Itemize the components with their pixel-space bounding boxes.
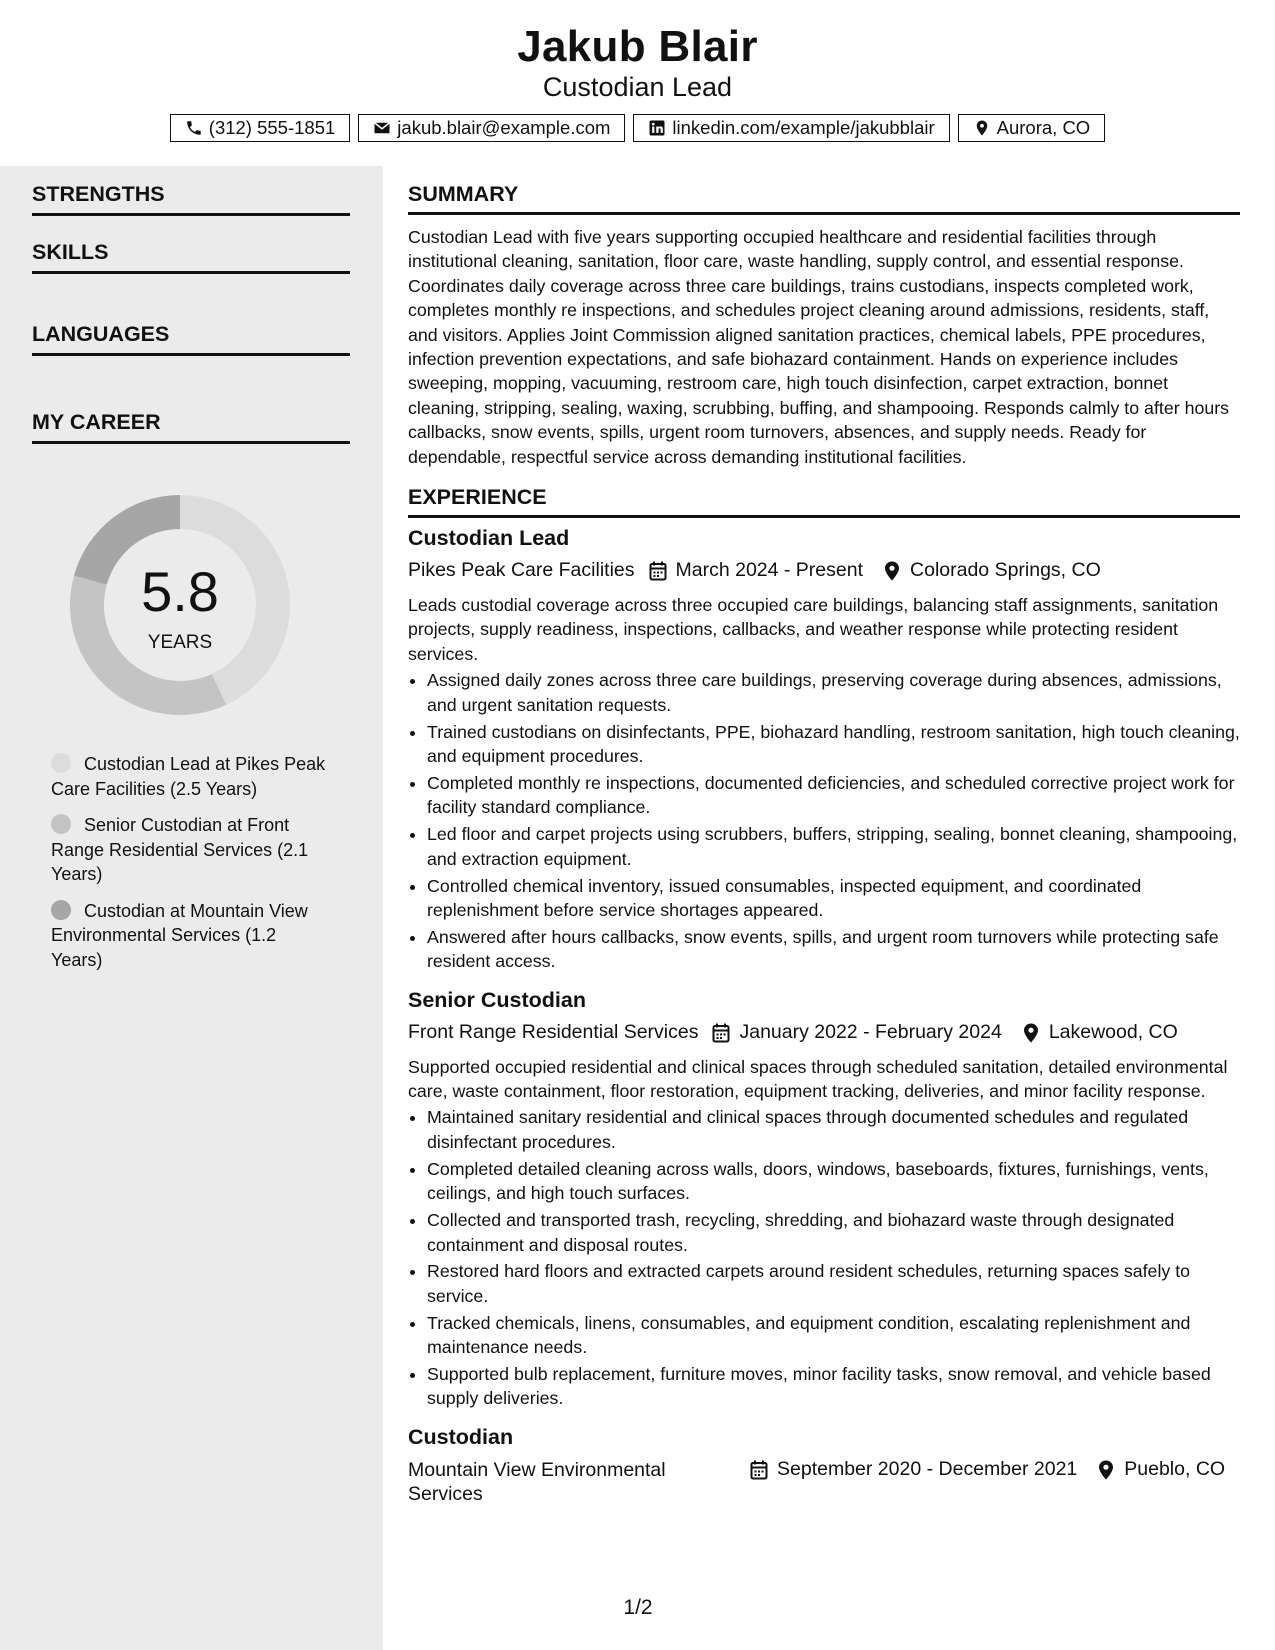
summary-text: Custodian Lead with five years supporting occupied healthcare and residential facilities through institutional cleaning, sanitation, floor care, waste handling, supply control, and essential response. Coordinates daily coverage across three care buildings, trains custodians, inspects completed work, completes monthly re inspections, and schedules project cleaning around admissions, residents, staff, and visitors. Applies Joint Commission aligned sanitation practices, chemical labels, PPE procedures, infection prevention expectations, and safe biohazard containment. Hands on experience includes sweeping, mopping, vacuuming, restroom care, high touch disinfection, carpet extraction, bonnet cleaning, stripping, sealing, waxing, scrubbing, buffing, and shampooing. Responds calmly to after hours callbacks, snow events, spills, urgent room turnovers, absences, and supply needs. Ready for dependable, respectful service across demanding institutional facilities. bbox=[408, 227, 1230, 467]
skills-heading: SKILLS bbox=[32, 240, 350, 274]
job-title: Custodian Lead bbox=[408, 526, 570, 551]
linkedin-text: linkedin.com/example/jakubblair bbox=[672, 117, 935, 138]
contact-location bbox=[958, 114, 1106, 142]
job-description: Leads custodial coverage across three occupied care buildings, balancing staff assignments, sanitation projects, supply readiness, inspections, callbacks, and weather response while protecting resident services. bbox=[408, 595, 1219, 664]
job-bullet: • Collected and transported trash, recycling, shredding, and biohazard waste through designated containment and disposal routes. bbox=[427, 1208, 1240, 1257]
job-location: Colorado Springs, CO bbox=[910, 559, 1101, 582]
job-bullet: • Controlled chemical inventory, issued consumables, inspected equipment, and coordinated replenishment before service shortages appeared. bbox=[427, 874, 1240, 923]
legend-item bbox=[51, 813, 331, 887]
linkedin-icon bbox=[648, 119, 666, 137]
contact-linkedin[interactable] bbox=[633, 114, 949, 142]
legend-dot bbox=[51, 900, 71, 920]
job-meta bbox=[408, 559, 1240, 582]
legend-label: Custodian Lead at Pikes Peak Care Facilities (2.5 Years) bbox=[51, 754, 326, 799]
job-bullet: • Assigned daily zones across three care buildings, preserving coverage during absences, admissions, and urgent sanitation requests. bbox=[427, 668, 1240, 717]
calendar-icon bbox=[649, 561, 667, 581]
job-meta bbox=[408, 1458, 1240, 1506]
legend-dot bbox=[51, 753, 71, 773]
job-bullet: • Answered after hours callbacks, snow events, spills, and urgent room turnovers while protecting safe resident access. bbox=[427, 925, 1240, 974]
email-text: jakub.blair@example.com bbox=[397, 117, 611, 138]
job-bullet: • Trained custodians on disinfectants, PPE, biohazard handling, restroom sanitation, high touch cleaning, and equipment procedures. bbox=[427, 720, 1240, 769]
job-company: Pikes Peak Care Facilities bbox=[408, 559, 635, 582]
map-pin-icon bbox=[1022, 1023, 1040, 1043]
job-location: Lakewood, CO bbox=[1048, 1020, 1178, 1043]
career-heading: MY CAREER bbox=[32, 410, 350, 444]
map-pin-icon bbox=[883, 561, 901, 581]
resume-header bbox=[0, 0, 1275, 166]
job-entry bbox=[408, 526, 1240, 974]
job-bullet: • Tracked chemicals, linens, consumables, and equipment condition, escalating replenishment and maintenance needs. bbox=[427, 1311, 1240, 1360]
career-legend bbox=[51, 752, 331, 984]
sidebar bbox=[0, 166, 383, 1650]
phone-icon bbox=[185, 119, 203, 137]
career-total: 5.8 bbox=[141, 560, 219, 623]
job-entry bbox=[408, 988, 1240, 1411]
job-bullet: • Led floor and carpet projects using scrubbers, buffers, stripping, sealing, bonnet cleaning, shampooing, and extraction equipment. bbox=[427, 822, 1240, 871]
job-company: Mountain View Environmental Services bbox=[408, 1458, 666, 1505]
languages-heading: LANGUAGES bbox=[32, 322, 350, 356]
career-unit: YEARS bbox=[147, 632, 213, 653]
job-title: Custodian bbox=[408, 1424, 514, 1449]
page-number: 1/2 bbox=[623, 1596, 653, 1619]
job-title: Senior Custodian bbox=[408, 987, 586, 1012]
calendar-icon bbox=[712, 1023, 730, 1043]
job-bullet: • Restored hard floors and extracted carpets around resident schedules, returning spaces safely to service. bbox=[427, 1259, 1240, 1308]
job-bullet: • Maintained sanitary residential and clinical spaces through documented schedules and regulated disinfectant procedures. bbox=[427, 1105, 1240, 1154]
contact-email[interactable] bbox=[358, 114, 625, 142]
job-dates: March 2024 - Present bbox=[675, 559, 864, 582]
contact-bar bbox=[0, 114, 1275, 142]
legend-item bbox=[51, 899, 331, 973]
job-meta bbox=[408, 1021, 1240, 1044]
legend-label: Senior Custodian at Front Range Residential Services (2.1 Years) bbox=[51, 815, 309, 884]
strengths-heading: STRENGTHS bbox=[32, 182, 350, 216]
job-location: Pueblo, CO bbox=[1124, 1457, 1226, 1480]
legend-item bbox=[51, 752, 331, 801]
job-bullet: • Completed monthly re inspections, documented deficiencies, and scheduled corrective project work for facility standard compliance. bbox=[427, 771, 1240, 820]
job-bullet: • Completed detailed cleaning across walls, doors, windows, baseboards, fixtures, furnishings, vents, ceilings, and high touch surfaces. bbox=[427, 1157, 1240, 1206]
job-company: Front Range Residential Services bbox=[408, 1020, 699, 1043]
calendar-icon bbox=[750, 1460, 768, 1480]
contact-phone[interactable] bbox=[170, 114, 351, 142]
job-dates: January 2022 - February 2024 bbox=[739, 1020, 1002, 1043]
location-text: Aurora, CO bbox=[996, 117, 1091, 138]
map-pin-icon bbox=[1097, 1460, 1115, 1480]
candidate-title: Custodian Lead bbox=[542, 72, 733, 102]
job-bullet: • Supported bulb replacement, furniture moves, minor facility tasks, snow removal, and vehicle based supply deliveries. bbox=[427, 1362, 1240, 1411]
career-donut-chart bbox=[57, 482, 303, 728]
job-dates: September 2020 - December 2021 bbox=[777, 1457, 1078, 1480]
job-description: Supported occupied residential and clinical spaces through scheduled sanitation, detailed environmental care, waste containment, floor restoration, equipment tracking, deliveries, and minor facility response. bbox=[408, 1056, 1228, 1102]
candidate-name: Jakub Blair bbox=[517, 22, 758, 71]
legend-dot bbox=[51, 814, 71, 834]
summary-heading: SUMMARY bbox=[408, 182, 1240, 215]
experience-heading: EXPERIENCE bbox=[408, 485, 1240, 518]
envelope-icon bbox=[373, 119, 391, 137]
legend-label: Custodian at Mountain View Environmental Services (1.2 Years) bbox=[51, 900, 308, 970]
job-bullets bbox=[408, 1105, 1240, 1410]
map-pin-icon bbox=[973, 119, 991, 137]
job-entry bbox=[408, 1425, 1240, 1506]
phone-text: (312) 555-1851 bbox=[208, 117, 336, 138]
main-content bbox=[408, 166, 1240, 1506]
job-bullets bbox=[408, 668, 1240, 973]
